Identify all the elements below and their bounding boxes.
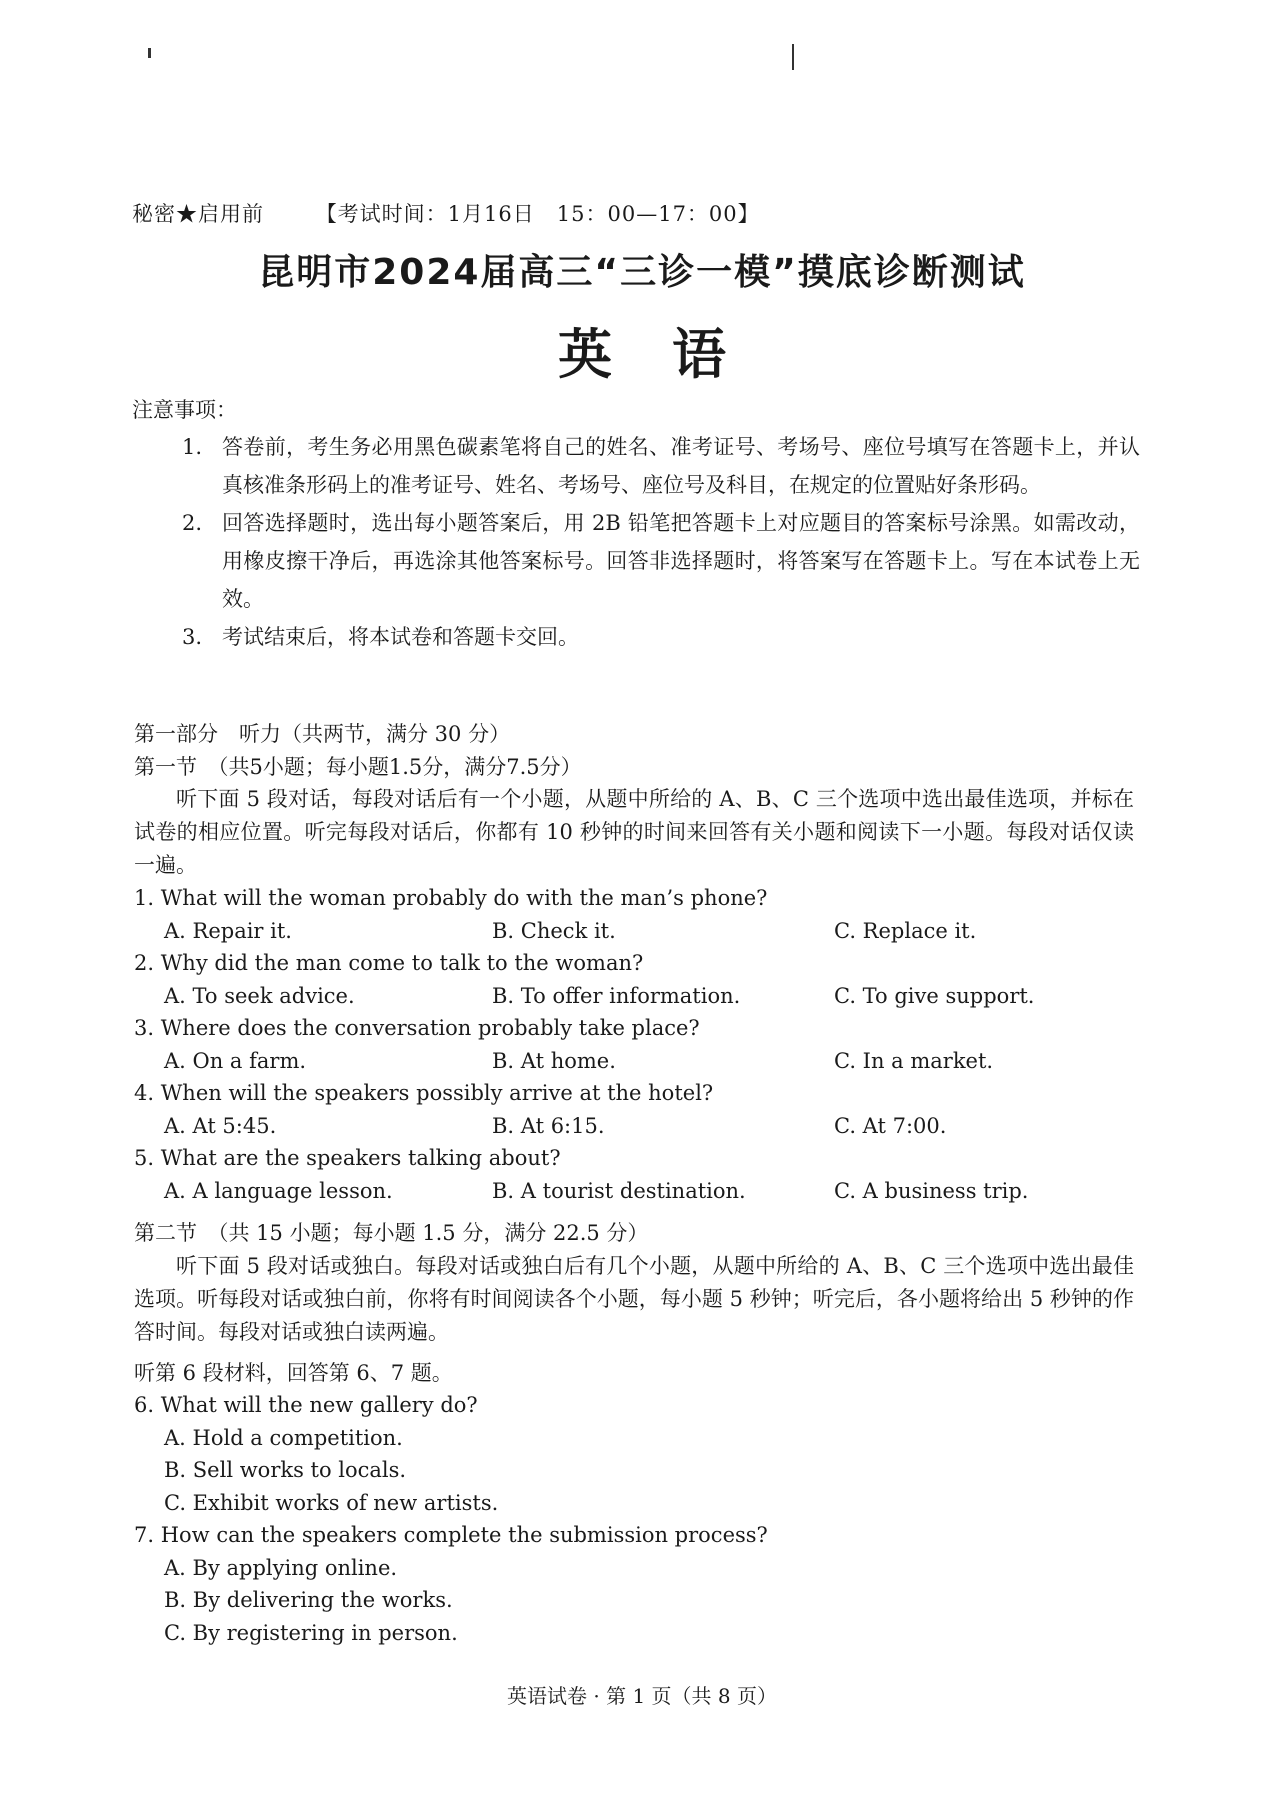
option-a: A. A language lesson. (164, 1178, 393, 1203)
section-instructions: 听下面 5 段对话，每段对话后有一个小题，从题中所给的 A、B、C 三个选项中选出最佳选项，并标在试卷的相应位置。听完每段对话后，你都有 10 秒钟的时间来回答有关小题和阅读下一小题。每段对话仅读一遍。 (134, 787, 1134, 877)
subject-char: 英 (558, 323, 612, 386)
question-stem: 6. What will the new gallery do? (134, 1393, 478, 1417)
subject-char: 语 (672, 323, 726, 386)
question-stem: 5. What are the speakers talking about? (134, 1146, 561, 1170)
option-a: A. By applying online. (164, 1555, 398, 1580)
question-stem: 4. When will the speakers possibly arrive at the hotel? (134, 1081, 714, 1105)
option-a: A. Repair it. (164, 918, 292, 943)
part-heading: 第一部分 听力（共两节，满分 30 分） (134, 722, 511, 746)
question-stem: 2. Why did the man come to talk to the woman? (134, 951, 644, 975)
option-a: A. On a farm. (164, 1048, 307, 1073)
option-a: A. To seek advice. (164, 983, 355, 1008)
option-b: B. To offer information. (492, 983, 741, 1008)
exam-title: 昆明市2024届高三“三诊一模”摸底诊断测试 (258, 252, 1026, 293)
question-options (134, 915, 1134, 948)
page-footer: 英语试卷 · 第 1 页（共 8 页） (507, 1684, 777, 1708)
question-stem: 3. Where does the conversation probably take place? (134, 1016, 700, 1040)
material-note: 听第 6 段材料，回答第 6、7 题。 (134, 1360, 453, 1385)
option-c: C. By registering in person. (164, 1620, 458, 1645)
notice-list (182, 428, 1140, 656)
question-options (134, 1110, 1134, 1143)
notice-text: 考试结束后，将本试卷和答题卡交回。 (222, 625, 579, 649)
scan-mark (792, 44, 794, 70)
confidential-line (132, 198, 760, 228)
option-c: C. In a market. (834, 1048, 994, 1073)
subject-title (0, 312, 1284, 389)
option-c: C. To give support. (834, 983, 1035, 1008)
section-heading: 第一节 （共5小题；每小题1.5分，满分7.5分） (134, 754, 582, 779)
section-heading: 第二节 （共 15 小题；每小题 1.5 分，满分 22.5 分） (134, 1221, 649, 1245)
confidential-label: 秘密★启用前 (132, 202, 264, 226)
section-instructions: 听下面 5 段对话或独白。每段对话或独白后有几个小题，从题中所给的 A、B、C 三个选项中选出最佳选项。听每段对话或独白前，你将有时间阅读各个小题，每小题 5 秒钟；听完后，各小题将给出 5 秒钟的作答时间。每段对话或独白读两遍。 (134, 1253, 1134, 1344)
option-b: B. By delivering the works. (164, 1588, 453, 1612)
notice-number: 2. (182, 511, 203, 535)
notice-heading: 注意事项： (132, 398, 237, 422)
listening-part (134, 718, 1134, 1649)
option-b: B. At home. (492, 1048, 616, 1073)
option-c: C. At 7:00. (834, 1113, 947, 1138)
option-b: B. Check it. (492, 918, 616, 943)
option-b: B. At 6:15. (492, 1113, 605, 1138)
notice-text: 答卷前，考生务必用黑色碳素笔将自己的姓名、准考证号、考场号、座位号填写在答题卡上，并认真核准条形码上的准考证号、姓名、考场号、座位号及科目，在规定的位置贴好条形码。 (222, 435, 1140, 497)
notice-number: 1. (182, 435, 203, 459)
option-b: B. Sell works to locals. (164, 1458, 407, 1482)
option-c: C. Replace it. (834, 918, 977, 943)
question-options (134, 980, 1134, 1013)
notice-item (182, 428, 1140, 504)
notice-item (182, 618, 1140, 656)
notice-text: 回答选择题时，选出每小题答案后，用 2B 铅笔把答题卡上对应题目的答案标号涂黑。如需改动，用橡皮擦干净后，再选涂其他答案标号。回答非选择题时，将答案写在答题卡上。写在本试卷上无效。 (222, 511, 1140, 611)
option-a: A. Hold a competition. (164, 1425, 403, 1450)
option-b: B. A tourist destination. (492, 1178, 746, 1203)
notice-number: 3. (182, 625, 203, 649)
option-c: C. A business trip. (834, 1178, 1029, 1203)
question-stem: 1. What will the woman probably do with the man’s phone? (134, 886, 768, 910)
question-stem: 7. How can the speakers complete the submission process? (134, 1523, 768, 1547)
question-options (134, 1045, 1134, 1078)
notice-item (182, 504, 1140, 618)
option-c: C. Exhibit works of new artists. (164, 1490, 499, 1515)
scan-mark (148, 48, 151, 58)
question-options (134, 1175, 1134, 1208)
exam-time: 【考试时间：1月16日 15：00—17：00】 (315, 202, 760, 226)
option-a: A. At 5:45. (164, 1113, 277, 1138)
